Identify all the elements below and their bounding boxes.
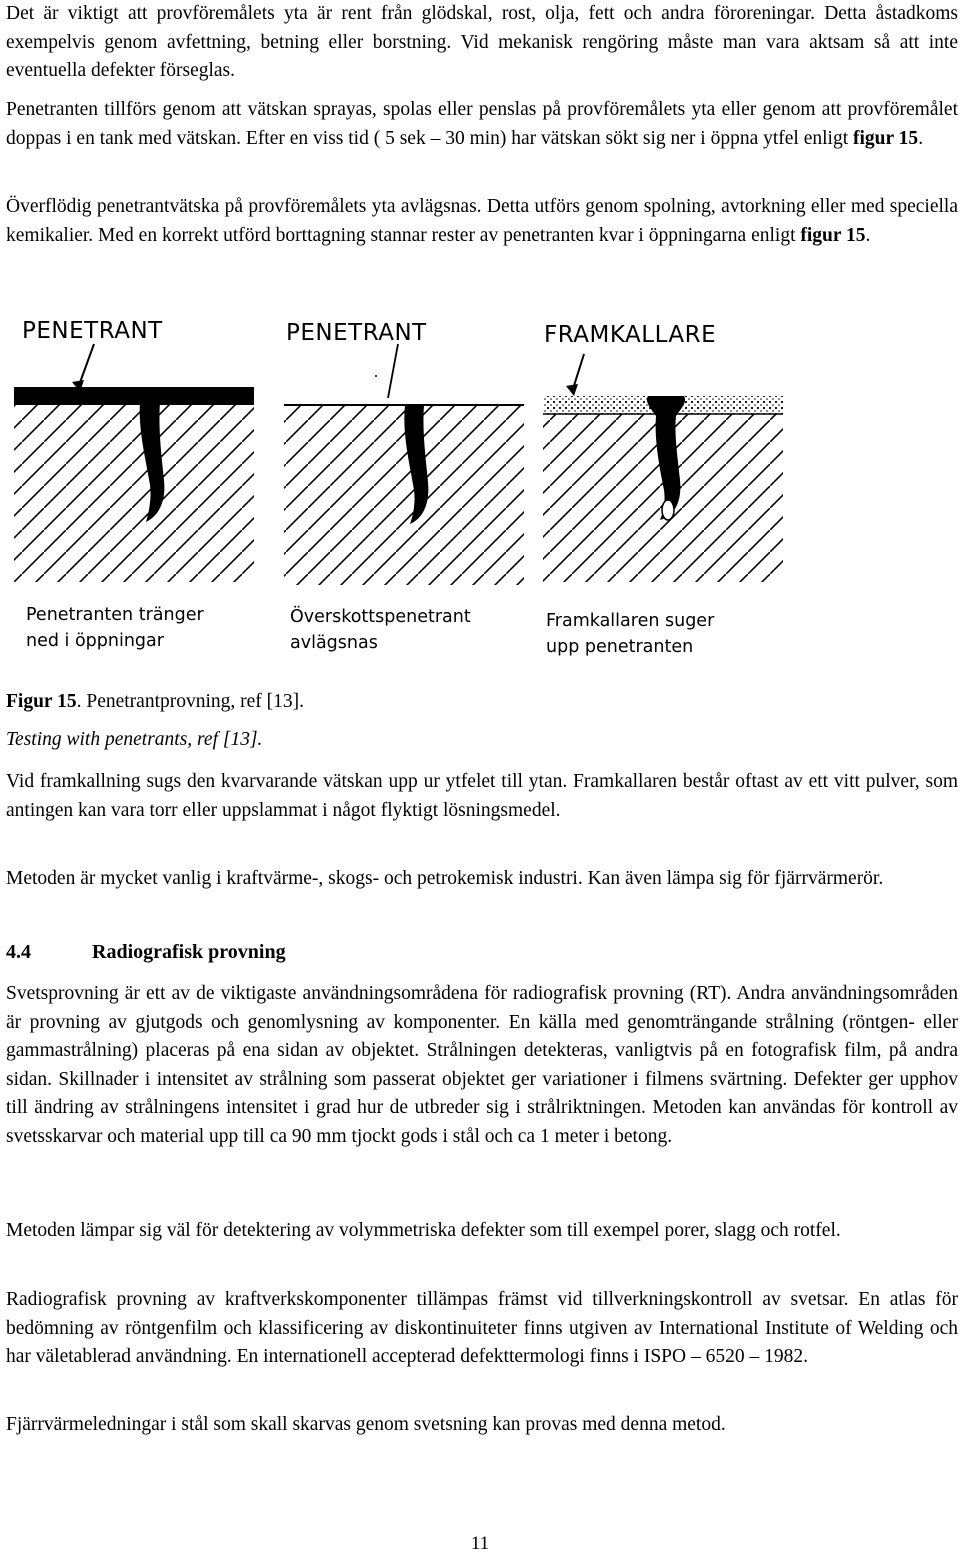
- figure-caption-swedish: . Penetrantprovning, ref [13].: [76, 691, 305, 712]
- paragraph-excess-removal-text: Överflödig penetrantvätska på provföremålets yta avlägsnas. Detta utförs genom spolning, avtorkning eller med speciella kemikalier. Med en korrekt utförd borttagning stannar rester av penetranten kvar i öppningarna enligt: [6, 196, 958, 246]
- paragraph-usage: [6, 865, 958, 894]
- panel-1-caption-line1: Penetranten tränger: [26, 605, 204, 625]
- paragraph-penetrant-application: Penetranten tillförs genom att vätskan sprayas, spolas eller penslas på provföremålets yta eller genom att provföremålet doppas i en tank med vätskan. Efter en viss tid ( 5 sek – 30 min) har vätskan sökt sig ner i öppna ytfel enligt figur 15.: [6, 99, 958, 149]
- paragraph-radiography-defects: [6, 1217, 958, 1246]
- panel-3-caption-line1: Framkallaren suger: [546, 611, 715, 631]
- paragraph-district-heating: [6, 1411, 958, 1440]
- panel-1-drawing: [14, 344, 254, 582]
- figure-caption-label: Figur 15: [6, 691, 77, 712]
- panel-2-drawing: [284, 344, 524, 585]
- section-title: Radiografisk provning: [92, 941, 286, 963]
- penetrant-testing-figure: [0, 310, 790, 672]
- paragraph-development-text: Vid framkallning sugs den kvarvarande vätskan upp ur ytfelet till ytan. Framkallaren består oftast av ett vitt pulver, som antingen kan vara torr eller uppslammat i något flyktigt lösningsmedel.: [6, 771, 958, 821]
- panel-3-title: FRAMKALLARE: [544, 322, 717, 348]
- panel-3-drawing: [543, 354, 783, 582]
- figure-reference: figur 15: [853, 127, 919, 149]
- page-number: 11: [470, 1533, 490, 1554]
- paragraph-radiography-defects-text: Metoden lämpar sig väl för detektering av volymmetriska defekter som till exempel porer, slagg och rotfel.: [6, 1220, 841, 1241]
- figure-caption: [6, 688, 304, 716]
- panel-2-caption-line1: Överskottspenetrant: [290, 607, 471, 627]
- paragraph-excess-removal: Överflödig penetrantvätska på provföremålets yta avlägsnas. Detta utförs genom spolning, avtorkning eller med speciella kemikalier. Med en korrekt utförd borttagning stannar rester av penetranten kvar i öppningarna enligt figur 15.: [6, 196, 958, 246]
- panel-2-caption-line2: avlägsnas: [290, 633, 378, 653]
- section-heading: [6, 938, 286, 966]
- paragraph-usage-text: Metoden är mycket vanlig i kraftvärme-, skogs- och petrokemisk industri. Kan även lämpa sig för fjärrvärmerör.: [6, 868, 884, 889]
- paragraph-development: [6, 768, 958, 825]
- panel-2-title: PENETRANT: [286, 320, 427, 346]
- paragraph-cleaning: [6, 0, 958, 86]
- paragraph-radiography-power: [6, 1286, 958, 1372]
- paragraph-cleaning-text: Det är viktigt att provföremålets yta är rent från glödskal, rost, olja, fett och andra föroreningar. Detta åstadkoms exempelvis genom avfettning, betning eller borstning. Vid mekanisk rengöring måste man vara aktsam så att inte eventuella defekter förseglas.: [6, 3, 958, 81]
- paragraph-penetrant-application-text: Penetranten tillförs genom att vätskan sprayas, spolas eller penslas på provföremålets yta eller genom att provföremålet doppas i en tank med vätskan. Efter en viss tid ( 5 sek – 30 min) har vätskan sökt sig ner i öppna ytfel enligt: [6, 99, 958, 149]
- panel-1-title: PENETRANT: [22, 318, 163, 344]
- panel-1-caption-line2: ned i öppningar: [26, 631, 164, 651]
- section-number: 4.4: [6, 941, 31, 963]
- panel-3-caption-line2: upp penetranten: [546, 637, 694, 657]
- paragraph-radiography-intro: [6, 980, 958, 1151]
- figure-caption-english: Testing with penetrants, ref [13].: [6, 729, 263, 750]
- paragraph-district-heating-text: Fjärrvärmeledningar i stål som skall skarvas genom svetsning kan provas med denna metod.: [6, 1414, 726, 1435]
- paragraph-radiography-power-text: Radiografisk provning av kraftverkskomponenter tillämpas främst vid tillverkningskontroll av svetsar. En atlas för bedömning av röntgenfilm och klassificering av diskontinuiteter finns utgiven av International Institute of Welding och har väletablerad användning. En internationell accepterad defekttermologi finns i ISPO – 6520 – 1982.: [6, 1289, 958, 1367]
- figure-reference: figur 15: [800, 224, 866, 246]
- paragraph-radiography-intro-text: Svetsprovning är ett av de viktigaste användningsområdena för radiografisk provning (RT). Andra användningsområden är provning av gjutgods och genomlysning av komponenter. En källa med genomträngande strålning (röntgen- eller gammastrålning) placeras på ena sidan av objektet. Strålningen detekteras, vanligtvis på en fotografisk film, på andra sidan. Skillnader i intensitet av strålning som passerat objektet ger variationer i filmens svärtning. Defekter ger upphov till ändring av strålningens intensitet i grad hur de utbreder sig i strålriktningen. Metoden kan användas för kontroll av svetsskarvar och material upp till ca 90 mm tjockt gods i stål och ca 1 meter i betong.: [6, 983, 958, 1147]
